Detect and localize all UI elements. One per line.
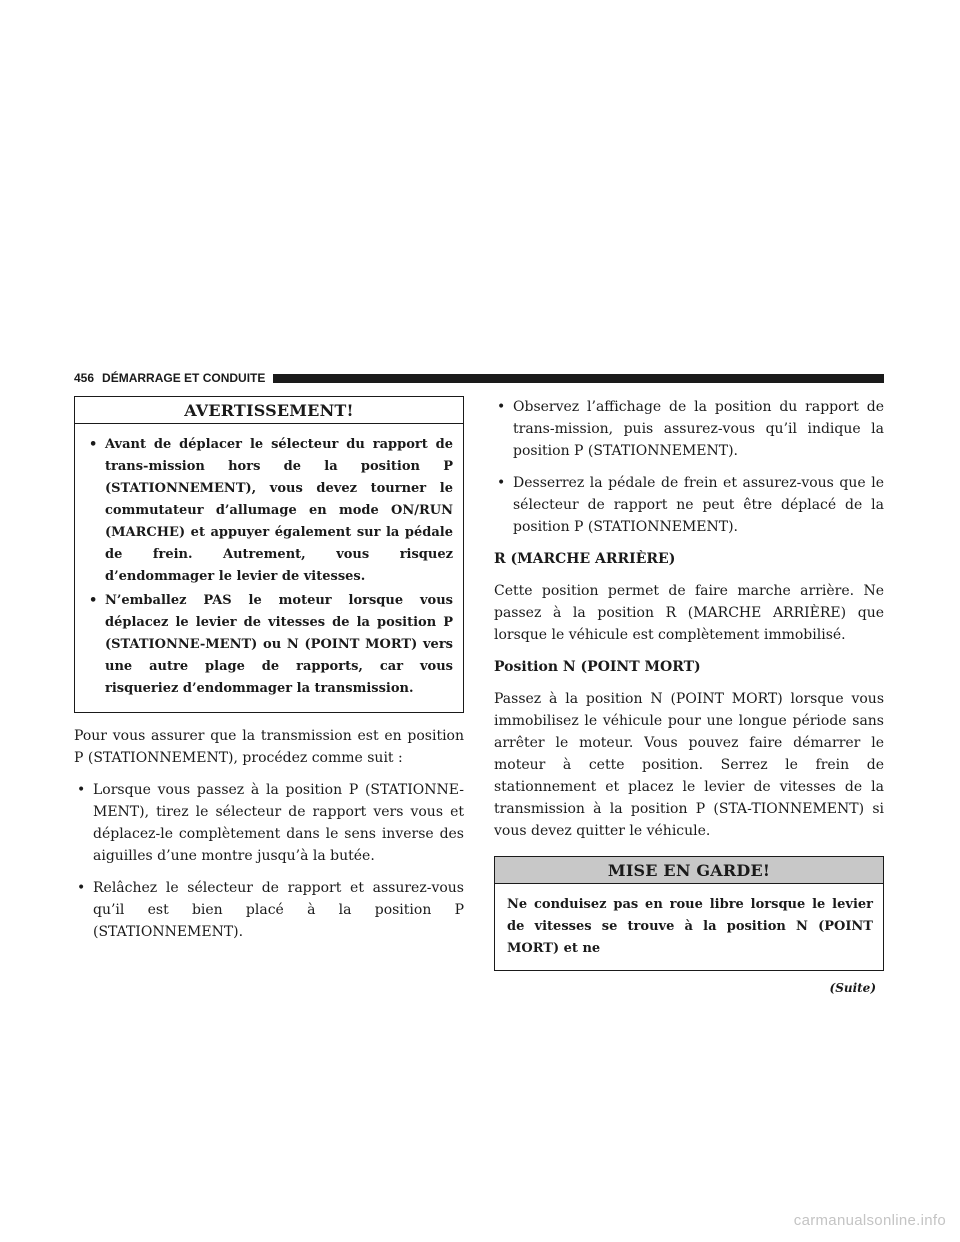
chapter-title: DÉMARRAGE ET CONDUITE [102, 371, 266, 385]
warning-body [75, 424, 463, 712]
page-number: 456 [74, 371, 95, 385]
caution-body [495, 884, 883, 970]
list-item: • Desserrez la pédale de frein et assurez-vous que le sélecteur de rapport ne peut être déplacé de la position P (STATIONNEMENT). [494, 472, 884, 538]
continued-label: (Suite) [829, 981, 876, 995]
header-rule [273, 374, 884, 383]
list-item: • Observez l’affichage de la position du rapport de trans-mission, puis assurez-vous qu’il indique la position P (STATIONNEMENT). [494, 396, 884, 462]
caution-text: Ne conduisez pas en roue libre lorsque le levier de vitesses se trouve à la position N (POINT MORT) et ne [507, 897, 873, 956]
section-text-reverse: Cette position permet de faire marche arrière. Ne passez à la position R (MARCHE ARRIÈRE) que lorsque le véhicule est complètement immobilisé. [494, 583, 884, 643]
warning-item: • N’emballez PAS le moteur lorsque vous déplacez le levier de vitesses de la position P (STATIONNE-MENT) ou N (POINT MORT) vers une autre plage de rapports, car vous risqueriez d’endommager la transmission. [87, 590, 453, 700]
intro-paragraph: Pour vous assurer que la transmission est en position P (STATIONNEMENT), procédez comme suit : [74, 728, 464, 766]
right-column [494, 396, 884, 995]
section-heading-reverse: R (MARCHE ARRIÈRE) [494, 551, 676, 567]
warning-item: • Avant de déplacer le sélecteur du rapport de trans-mission hors de la position P (STATIONNEMENT), vous devez tourner le commutateur d’allumage en mode ON/RUN (MARCHE) et appuyer également sur la pédale de frein. Autrement, vous risquez d’endommager le levier de vitesses. [87, 434, 453, 588]
left-column [74, 396, 464, 953]
page-header [74, 368, 884, 388]
warning-box [74, 396, 464, 713]
section-text-neutral: Passez à la position N (POINT MORT) lorsque vous immobilisez le véhicule pour une longue période sans arrêter le moteur. Vous pouvez faire démarrer le moteur à cette position. Serrez le frein de stationnement et placez le levier de vitesses de la transmission à la position P (STA-TIONNEMENT) si vous devez quitter le véhicule. [494, 691, 884, 839]
watermark: carmanualsonline.info [793, 1212, 946, 1229]
left-bullet-list [74, 779, 464, 943]
right-bullet-list [494, 396, 884, 538]
warning-title: AVERTISSEMENT! [75, 397, 463, 424]
section-heading-neutral: Position N (POINT MORT) [494, 659, 701, 675]
caution-title: MISE EN GARDE! [495, 857, 883, 884]
list-item: • Lorsque vous passez à la position P (STATIONNE-MENT), tirez le sélecteur de rapport vers vous et déplacez-le complètement dans le sens inverse des aiguilles d’une montre jusqu’à la butée. [74, 779, 464, 867]
list-item: • Relâchez le sélecteur de rapport et assurez-vous qu’il est bien placé à la position P (STATIONNEMENT). [74, 877, 464, 943]
caution-box [494, 856, 884, 971]
